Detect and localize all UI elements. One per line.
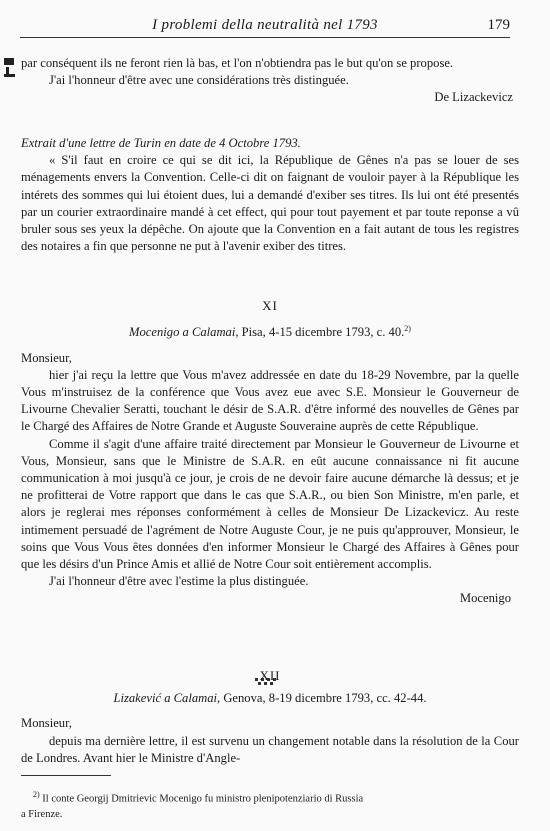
section-xi bbox=[21, 297, 519, 608]
letter-ending-text: par conséquent ils ne feront rien là bas, et l'on n'obtiendra pas le but qu'on se propose. bbox=[21, 56, 454, 70]
closing-line: J'ai l'honneur d'être avec une considérations très distinguée. bbox=[49, 73, 349, 88]
section-xi-para2: Comme il s'agit d'une affaire traité directement par Monsieur le Gouverneur de Livourne et Vous, Monsieur, sans que le Ministre de S.A.R. en eût aucune connaissance ni fit aucune communication à moi jusqu'à ce jour, je crois de ne devoir faire aucune démarche là dessus; et je ne profitterai de Votre rapport que dans le cas que S.A.R., ou bien Son Ministre, m'en parle, et alors je reglerai mes réponses conformément à celles de Monsieur De Lizackevicz. Au reste intimement persuadé de l'agrément de Notre Auguste Cour, je ne puis qu'approuver, Monsieur, le soins que Vous Vous êtes données d'en informer Monsieur le Chargé des Affaires à Gênes pour que les désirs d'un Prince Amis et allié de Notre Cour soit entièrement accomplis. bbox=[21, 436, 519, 572]
page-number: 179 bbox=[487, 17, 510, 33]
footnote bbox=[21, 787, 519, 822]
signature-mocenigo: Mocenigo bbox=[459, 591, 511, 606]
running-header bbox=[20, 17, 510, 41]
footnote-marker: 2) bbox=[33, 790, 40, 799]
running-title: I problemi della neutralità nel 1793 bbox=[152, 17, 378, 33]
section-number-xi: XI bbox=[262, 298, 278, 313]
extract-heading: Extrait d'une lettre de Turin en date de 4 Octobre 1793. bbox=[21, 136, 301, 150]
section-xi-place-date: , Pisa, 4-15 dicembre 1793, c. 40. bbox=[235, 325, 405, 340]
section-xii-names: Lizakević a Calamai bbox=[113, 691, 218, 706]
section-xii-para1: depuis ma dernière lettre, il est survenu un changement notable dans la résolution de la Cour de Londres. Avant hier le Ministre d'Angle- bbox=[21, 733, 519, 765]
salutation-xi: Monsieur, bbox=[21, 350, 72, 365]
section-xi-names: Mocenigo a Calamai bbox=[129, 325, 236, 340]
extract-block bbox=[21, 135, 519, 255]
section-xii-heading bbox=[21, 690, 519, 707]
signature-lizackevicz: De Lizackevicz bbox=[434, 90, 513, 105]
header-rule bbox=[20, 37, 510, 38]
section-number-xii: XII bbox=[259, 668, 281, 683]
footnote-rule bbox=[21, 775, 111, 776]
section-xi-heading bbox=[21, 320, 519, 341]
section-xii bbox=[21, 667, 519, 767]
letter-ending bbox=[21, 55, 519, 107]
salutation-xii: Monsieur, bbox=[21, 716, 72, 731]
margin-mark-icon bbox=[4, 58, 16, 82]
section-xi-closing: J'ai l'honneur d'être avec l'estime la plus distinguée. bbox=[49, 574, 309, 589]
section-xii-place-date: , Genova, 8-19 dicembre 1793, cc. 42-44. bbox=[217, 691, 427, 706]
footnote-ref: 2) bbox=[404, 324, 411, 334]
footnote-text-cont: a Firenze. bbox=[21, 808, 63, 820]
extract-text: « S'il faut en croire ce qui se dit ici, la République de Gênes n'a pas se louer de ses ménagements envers la Convention. Celle-ci dit on faignant de vouloir payer à la République les intérets des sommes qui lui étoient dues, lui a demandé d'exiber ses titres. Ils lui ont été presentés par un courier extraordinaire mandé à cet effect, qui pour tout payement et par toute reponse a vû bruler sous ses yeux la dépêche. On ajoute que la Convention en a fait autant de tous les registres des notaires a fin que personne ne put à l'avenir exiber des titres. bbox=[21, 153, 519, 254]
section-xi-para1: hier j'ai reçu la lettre que Vous m'avez addressée en date du 18-29 Novembre, par la quelle Vous m'instruisez de la conférence que Vous avez eue avec S.E. Monsieur le Gouverneur de Livourne Chevalier Seratti, touchant le désir de S.A.R. d'être informé des nouvelles de Gênes par le Chargé des Affaires de Notre Grande et Auguste Souveraine auprès de cette République. bbox=[21, 367, 519, 434]
footnote-text: Il conte Georgij Dmitrievic Mocenigo fu ministro plenipotenziario di Russia bbox=[42, 793, 364, 805]
